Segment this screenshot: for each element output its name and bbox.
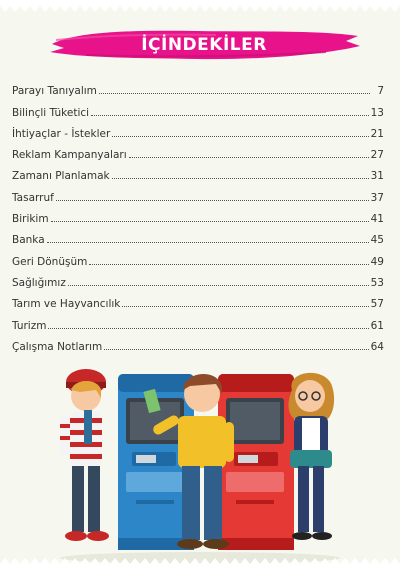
- toc-page-number: 31: [370, 170, 384, 183]
- toc-page-number: 37: [370, 191, 384, 204]
- dot-leader: [48, 327, 368, 329]
- toc-entry-label: Birikim: [12, 213, 49, 226]
- table-of-contents: [12, 76, 384, 353]
- toc-page-number: 53: [370, 276, 384, 289]
- toc-entry-label: Reklam Kampanyaları: [12, 149, 127, 162]
- dot-leader: [99, 92, 370, 94]
- toc-entry-label: Geri Dönüşüm: [12, 255, 88, 268]
- toc-page-number: 57: [370, 298, 384, 311]
- toc-row: [12, 289, 384, 310]
- zigzag-border-bottom: [0, 556, 400, 570]
- toc-entry-label: Zamanı Planlamak: [12, 170, 110, 183]
- toc-row: [12, 310, 384, 331]
- dot-leader: [112, 177, 369, 179]
- toc-row: [12, 76, 384, 97]
- dot-leader: [68, 284, 369, 286]
- toc-entry-label: İhtiyaçlar - İstekler: [12, 127, 111, 140]
- kid-girl-glasses: [289, 373, 335, 540]
- toc-row: [12, 246, 384, 267]
- dot-leader: [129, 156, 369, 158]
- toc-row: [12, 268, 384, 289]
- dot-leader: [51, 220, 369, 222]
- dot-leader: [104, 348, 368, 350]
- toc-row: [12, 225, 384, 246]
- dot-leader: [56, 199, 369, 201]
- toc-entry-label: Tasarruf: [12, 191, 54, 204]
- toc-entry-label: Sağlığımız: [12, 276, 66, 289]
- toc-page-number: 41: [370, 213, 384, 226]
- toc-page-number: 61: [370, 319, 384, 332]
- toc-page-number: 27: [370, 149, 384, 162]
- dot-leader: [89, 263, 368, 265]
- toc-page-number: 45: [370, 234, 384, 247]
- zigzag-border-top: [0, 0, 400, 14]
- kid-beanie: [60, 369, 109, 541]
- dot-leader: [122, 305, 368, 307]
- dot-leader: [91, 114, 369, 116]
- illustration-kids-atm: [40, 360, 360, 565]
- dot-leader: [112, 135, 368, 137]
- toc-row: [12, 119, 384, 140]
- toc-entry-label: Bilinçli Tüketici: [12, 106, 90, 119]
- toc-entry-label: Parayı Tanıyalım: [12, 85, 97, 98]
- dot-leader: [47, 241, 369, 243]
- toc-row: [12, 97, 384, 118]
- title-banner: [46, 24, 362, 66]
- toc-page-number: 13: [370, 106, 384, 119]
- toc-row: [12, 182, 384, 203]
- toc-row: [12, 332, 384, 353]
- toc-page-number: 7: [377, 85, 384, 98]
- page-title: İÇİNDEKİLER: [141, 35, 267, 55]
- toc-entry-label: Çalışma Notlarım: [12, 340, 103, 353]
- toc-page-number: 49: [370, 255, 384, 268]
- toc-row: [12, 140, 384, 161]
- toc-page-number: 64: [370, 340, 384, 353]
- toc-page-number: 21: [370, 127, 384, 140]
- toc-row: [12, 161, 384, 182]
- toc-entry-label: Banka: [12, 234, 45, 247]
- red-atm-machine: [218, 374, 294, 550]
- toc-entry-label: Turizm: [12, 319, 47, 332]
- toc-entry-label: Tarım ve Hayvancılık: [12, 298, 121, 311]
- toc-row: [12, 204, 384, 225]
